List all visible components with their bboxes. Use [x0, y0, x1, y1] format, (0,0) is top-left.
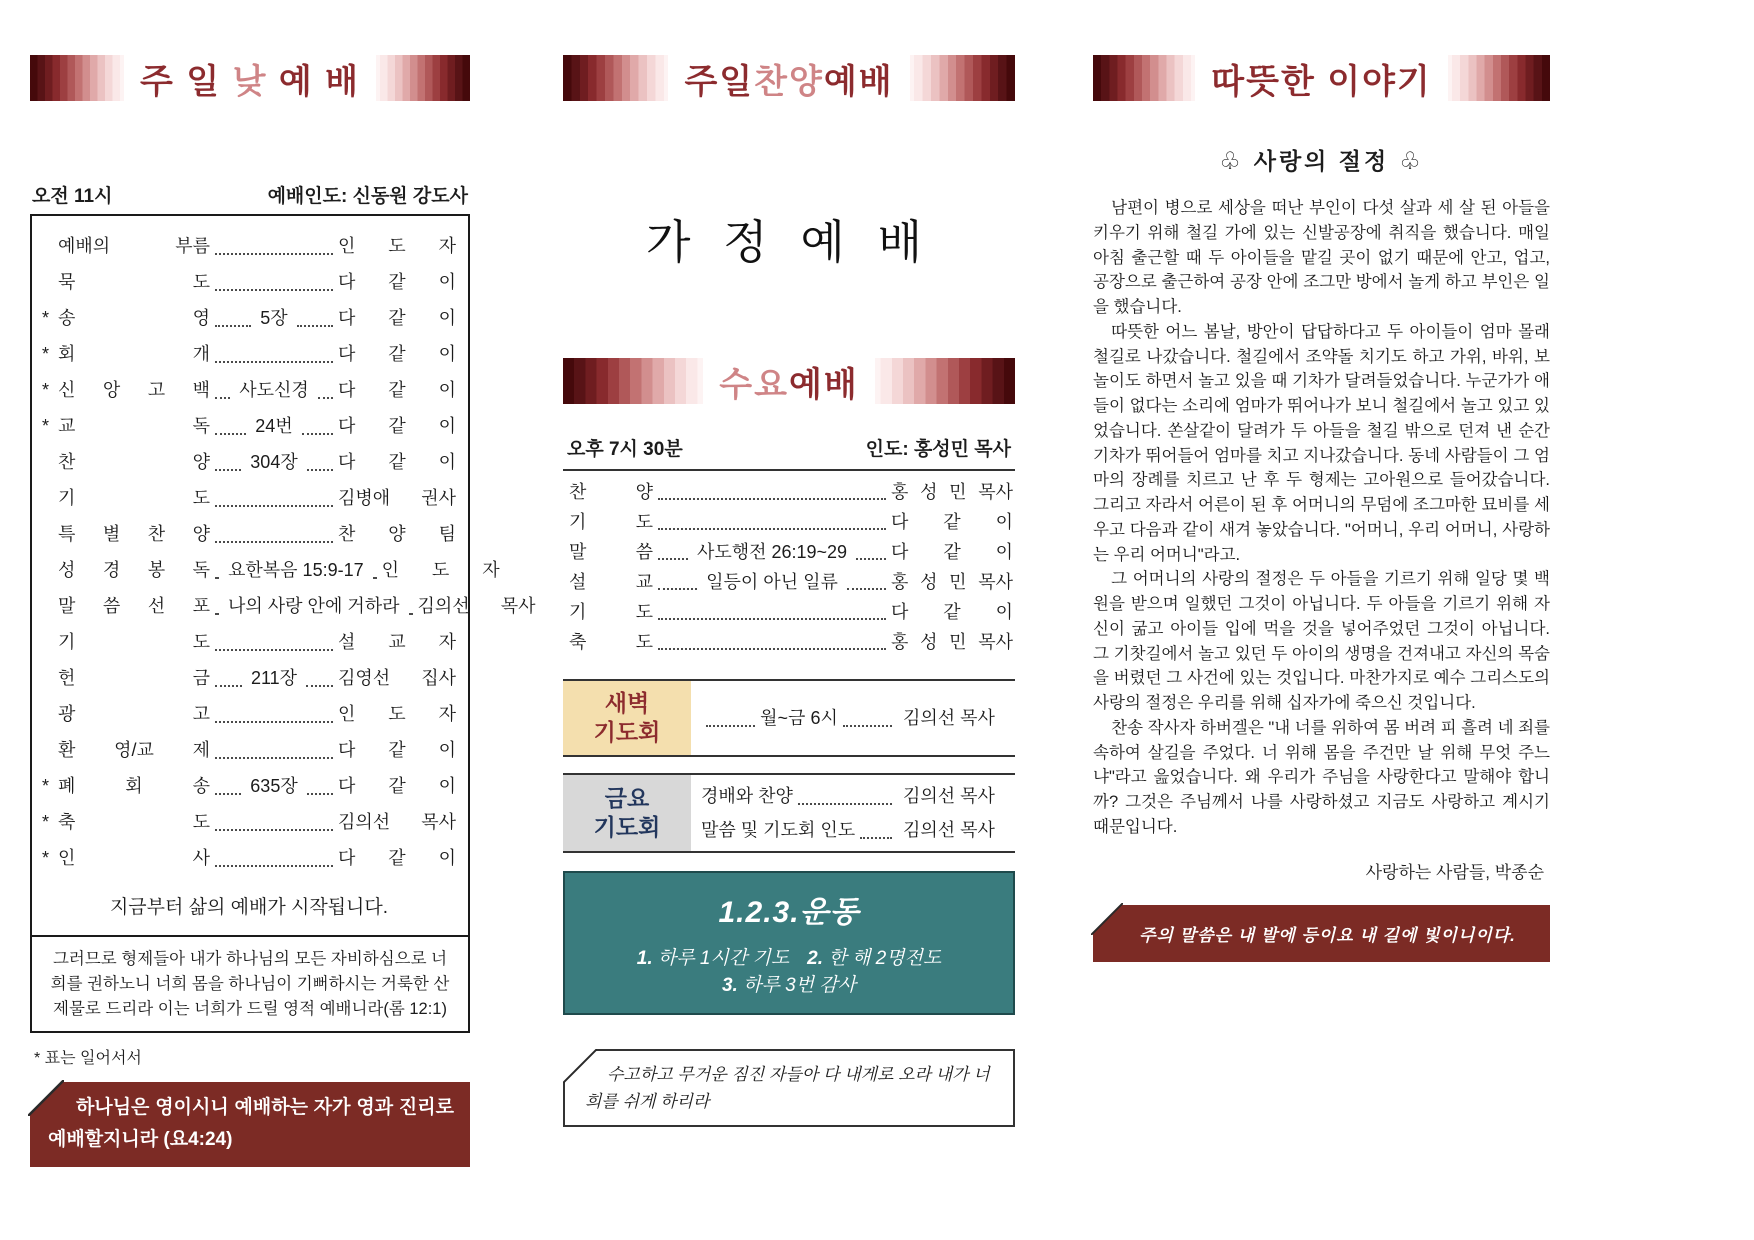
sunday-morning-title — [124, 54, 376, 103]
dotted-leader — [210, 264, 338, 300]
dotted-leader — [313, 372, 338, 408]
stand-marker: * — [42, 380, 50, 400]
stand-marker — [42, 660, 58, 696]
dotted-leader — [653, 597, 891, 627]
dotted-leader — [653, 477, 891, 507]
row-person: 인 도 자 — [381, 560, 500, 580]
row-detail: 304장 — [250, 452, 298, 472]
row-person: 다 같 이 — [338, 740, 456, 760]
row-label: 기 도 — [58, 632, 210, 652]
folded-corner-icon — [1091, 903, 1123, 935]
story-paragraph: 그 어머니의 사랑의 절정은 두 아들을 기르기 위해 일당 몇 백원을 받으며 일했던 그것이 아닙니다. 두 아들을 기르기 위해 자신이 굶고 아이들 입에 먹을 것을 넣어주었던 그것이 아닙니다. 그 기찻길에서 놀고 있던 두 아이의 생명을 건져내고 자신의 목숨을 버렸던 그 사건에 있는 것입니다. 마찬가지로 예수 그리스도의 사랑의 절정은 우리를 위해 십자가에 죽으신 것입니다. — [1093, 570, 1550, 712]
dotted-leader — [210, 804, 338, 840]
dotted-leader — [210, 228, 338, 264]
friday-prayer-row — [701, 779, 1013, 813]
row-person: 다 같 이 — [891, 542, 1014, 562]
service-leader: 예배인도: 신동원 강도사 — [267, 186, 468, 207]
right-scripture-banner — [1093, 905, 1550, 962]
label-line: 기도회 — [593, 718, 661, 745]
dotted-leader — [210, 300, 256, 336]
worship-row — [42, 372, 456, 408]
praise-service-title — [668, 54, 909, 103]
warm-story-header — [1093, 55, 1550, 101]
title-segment: 예배 — [823, 62, 894, 101]
row-label: 송 영 — [58, 308, 210, 328]
dotted-leader — [404, 588, 418, 624]
warm-story-title — [1195, 54, 1448, 103]
dotted-leader — [302, 768, 338, 804]
sunday-morning-header — [30, 55, 470, 101]
wednesday-leader: 인도: 홍성민 목사 — [865, 439, 1011, 460]
dotted-leader — [210, 768, 246, 804]
dotted-leader — [210, 516, 338, 552]
row-label: 회 개 — [58, 344, 210, 364]
worship-row — [42, 732, 456, 768]
dotted-leader — [653, 537, 693, 567]
movement-item — [807, 948, 941, 969]
stand-marker: * — [42, 416, 50, 436]
dotted-leader — [855, 813, 897, 847]
dotted-leader — [368, 552, 382, 588]
dotted-leader — [292, 300, 338, 336]
worship-row — [569, 537, 1013, 567]
row-label: 묵 도 — [58, 272, 210, 292]
gradient-bar-right — [1448, 55, 1550, 101]
row-label: 폐 회 송 — [58, 776, 210, 796]
dotted-leader — [653, 507, 891, 537]
row-label: 말씀 및 기도회 인도 — [701, 819, 856, 840]
row-label: 찬 양 — [569, 482, 653, 502]
dotted-leader — [210, 552, 224, 588]
worship-row — [42, 408, 456, 444]
row-detail: 일등이 아닌 일류 — [706, 572, 838, 592]
title-segment: 예 배 — [267, 62, 361, 101]
row-label: 특 별 찬 양 — [58, 524, 210, 544]
dotted-leader — [210, 732, 338, 768]
dotted-leader — [210, 372, 235, 408]
row-label: 축 도 — [58, 812, 210, 832]
row-label: 기 도 — [569, 602, 653, 622]
matthew-note-box — [563, 1049, 1015, 1127]
worship-row — [569, 477, 1013, 507]
row-label: 인 사 — [58, 848, 210, 868]
row-label: 신 앙 고 백 — [58, 380, 210, 400]
row-person: 김의선 목사 — [903, 819, 995, 840]
gradient-bar-right — [910, 55, 1015, 101]
story-body — [1093, 196, 1550, 840]
dotted-leader — [302, 444, 338, 480]
title-segment: 예배 — [789, 365, 859, 404]
story-heading — [1093, 143, 1550, 176]
praise-service-column — [563, 0, 1015, 1127]
row-person: 김의선 목사 — [338, 812, 456, 832]
label-line: 새벽 — [604, 690, 650, 716]
dawn-prayer-section — [563, 679, 1015, 757]
row-detail: 5장 — [260, 308, 288, 328]
worship-row — [42, 480, 456, 516]
dotted-leader — [297, 408, 338, 444]
row-label: 축 도 — [569, 632, 653, 652]
row-person: 홍 성 민 목사 — [891, 632, 1013, 652]
row-label: 찬 양 — [58, 452, 210, 472]
label-line: 기도회 — [593, 813, 661, 840]
row-person: 다 같 이 — [338, 416, 457, 436]
row-detail: 요한복음 15:9-17 — [228, 560, 364, 580]
gradient-bar-right — [875, 358, 1015, 404]
romans-verse-box: 그러므로 형제들아 내가 하나님의 모든 자비하심으로 너희를 권하노니 너희 몸을 하나님이 기뻐하시는 거룩한 산 제물로 드리라 이는 너희가 드릴 영적 예배니라(롬 12:1) — [30, 937, 470, 1033]
worship-row — [42, 336, 456, 372]
row-person: 김의선 목사 — [903, 707, 995, 728]
gradient-bar-right — [376, 55, 470, 101]
label-line: 금요 — [604, 784, 650, 811]
row-detail: 24번 — [255, 416, 293, 436]
title-segment: 주 일 — [139, 62, 233, 101]
row-label: 말 씀 — [569, 542, 653, 562]
row-label: 성 경 봉 독 — [58, 560, 210, 580]
note-text: 수고하고 무거운 짐진 자들아 다 내게로 오라 내가 너희를 쉬게 하리라 — [585, 1064, 990, 1111]
row-person: 다 같 이 — [891, 602, 1013, 622]
row-label: 기 도 — [569, 512, 653, 532]
dotted-leader — [701, 701, 760, 735]
dotted-leader — [210, 408, 251, 444]
club-suit-icon: ♧ — [1399, 148, 1424, 175]
row-person: 다 같 이 — [338, 308, 456, 328]
row-person: 다 같 이 — [338, 848, 456, 868]
story-signature: 사랑하는 사람들, 박종순 — [1365, 862, 1544, 882]
movement-item — [637, 948, 789, 969]
row-person: 다 같 이 — [338, 776, 457, 796]
stand-marker — [42, 588, 58, 624]
worship-row — [42, 588, 536, 624]
dawn-time: 월~금 6시 — [760, 707, 838, 728]
dotted-leader — [210, 624, 338, 660]
dotted-leader — [210, 840, 338, 876]
service-time: 오전 11시 — [32, 186, 113, 207]
movement-items — [575, 943, 1003, 997]
stand-marker: * — [42, 344, 50, 364]
dawn-prayer-row — [701, 701, 1013, 735]
wednesday-time: 오후 7시 30분 — [567, 439, 683, 460]
wednesday-service-title — [703, 357, 874, 406]
stand-marker: * — [42, 308, 50, 328]
row-label: 기 도 — [58, 488, 210, 508]
dotted-leader — [210, 336, 338, 372]
row-person: 김영선 집사 — [338, 668, 456, 688]
worship-row — [42, 840, 456, 876]
row-person: 다 같 이 — [338, 452, 457, 472]
row-person: 인 도 자 — [338, 704, 456, 724]
friday-prayer-row — [701, 813, 1013, 847]
stand-marker — [42, 228, 58, 264]
item-text: 하루 1시간 기도 — [657, 947, 790, 969]
worship-row — [569, 597, 1013, 627]
gradient-bar-left — [563, 358, 703, 404]
row-label: 환 영/교 제 — [58, 740, 210, 760]
club-suit-icon: ♧ — [1219, 148, 1244, 175]
movement-item — [722, 975, 856, 996]
friday-prayer-section — [563, 773, 1015, 853]
row-label: 교 독 — [58, 416, 210, 436]
row-detail: 사도신경 — [239, 380, 309, 400]
wednesday-order-list — [563, 471, 1015, 661]
row-person: 김의선 목사 — [903, 785, 995, 806]
stand-marker — [42, 444, 58, 480]
stand-footnote: * 표는 일어서서 — [34, 1050, 142, 1068]
friday-prayer-content — [691, 775, 1015, 851]
item-text: 하루 3번 감사 — [743, 974, 857, 996]
worship-row — [42, 228, 456, 264]
row-label: 광 고 — [58, 704, 210, 724]
dotted-leader — [210, 696, 338, 732]
dotted-leader — [210, 588, 224, 624]
title-segment: 낮 — [232, 62, 268, 101]
row-detail: 211장 — [250, 668, 298, 688]
story-paragraph: 따뜻한 어느 봄날, 방안이 답답하다고 두 아이들이 엄마 몰래 철길로 나갔습니다. 철길에서 조약돌 치기도 하고 가위, 바위, 보 놀이도 하면서 놀고 있을 때 기차가 달려들었습니다. 누군가가 애들이 없다는 소리에 엄마가 뛰어나가 보니 철길에서 놀고 있고 있었습니다. 쏜살같이 달려가 두 아들을 철길 밖으로 던져 낸 순간 기차가 뛰어들어 엄마를 치고 지나갔습니다. 동네 사람들이 그 엄마의 장례를 치르고 난 후 두 형제는 고아원으로 들어갔습니다. 그리고 자라서 어른이 된 후 어머니의 무덤에 조그마한 묘비를 세우고 다음과 같이 새겨 놓았습니다. "어머니, 우리 어머니, 사랑하는 우리 어머니"라고. — [1093, 322, 1550, 564]
stand-marker — [42, 264, 58, 300]
stand-marker: * — [42, 776, 50, 796]
folded-corner-icon — [563, 1049, 597, 1083]
dotted-leader — [210, 444, 246, 480]
row-person: 홍 성 민 목사 — [891, 572, 1013, 592]
row-label: 헌 금 — [58, 668, 210, 688]
stand-marker — [42, 696, 58, 732]
item-number: 3. — [721, 974, 738, 996]
sunday-morning-column — [30, 0, 536, 1167]
row-person: 홍 성 민 목사 — [891, 482, 1013, 502]
story-paragraph: 찬송 작사자 하버겔은 "내 너를 위하여 몸 버려 피 흘려 네 죄를 속하여 살길을 주었다. 너 위해 몸을 주건만 날 위해 무엇 주느냐"라고 읊었습니다. 왜 우리가 주님을 사랑한다고 말해야 합니까? 그것은 주님께서 나를 사랑하셨고 지금도 사랑하고 계시기 때문입니다. — [1093, 718, 1550, 836]
row-person: 김병애 권사 — [338, 488, 456, 508]
gradient-bar-left — [1093, 55, 1195, 101]
dotted-leader — [838, 701, 897, 735]
worship-row — [42, 660, 456, 696]
stand-marker — [42, 552, 58, 588]
left-scripture-banner — [30, 1082, 470, 1167]
friday-prayer-label — [563, 775, 691, 851]
worship-row — [569, 627, 1013, 657]
title-segment: 따뜻한 이야기 — [1211, 62, 1432, 101]
worship-row — [42, 696, 456, 732]
dawn-prayer-content — [691, 681, 1015, 755]
row-person: 다 같 이 — [338, 380, 456, 400]
stand-marker: * — [42, 848, 50, 868]
dotted-leader — [210, 480, 338, 516]
worship-row — [42, 516, 456, 552]
dotted-leader — [210, 660, 247, 696]
dotted-leader — [842, 567, 891, 597]
gradient-bar-left — [563, 55, 668, 101]
item-number: 2. — [807, 947, 824, 969]
home-worship-title: 가 정 예 배 — [645, 216, 933, 268]
wednesday-service-header — [563, 358, 1015, 404]
worship-row — [42, 624, 456, 660]
row-person: 찬 양 팀 — [338, 524, 456, 544]
movement-title: 1.2.3.운동 — [718, 895, 860, 929]
closing-line: 지금부터 삶의 예배가 시작됩니다. — [109, 897, 389, 918]
item-text: 한 해 2명전도 — [828, 947, 942, 969]
dotted-leader — [653, 627, 891, 657]
dawn-prayer-label — [563, 681, 691, 755]
worship-row — [42, 804, 456, 840]
worship-row — [42, 768, 456, 804]
row-detail: 사도행전 26:19~29 — [696, 542, 848, 562]
worship-row — [42, 444, 456, 480]
stand-marker — [42, 732, 58, 768]
item-number: 1. — [636, 947, 653, 969]
row-detail: 나의 사랑 안에 거하라 — [228, 596, 400, 616]
worship-row — [569, 567, 1013, 597]
row-detail: 635장 — [250, 776, 298, 796]
row-person: 인 도 자 — [338, 236, 456, 256]
dotted-leader — [851, 537, 891, 567]
row-label: 예배의 부름 — [58, 236, 210, 256]
row-person: 다 같 이 — [338, 344, 456, 364]
worship-row — [42, 552, 500, 588]
dotted-leader — [301, 660, 338, 696]
banner-text: 주의 말씀은 내 발에 등이요 내 길에 빛이니이다. — [1139, 925, 1516, 945]
worship-row — [569, 507, 1013, 537]
row-label: 설 교 — [569, 572, 653, 592]
row-person: 다 같 이 — [891, 512, 1013, 532]
123-movement-box — [563, 871, 1015, 1015]
title-segment: 찬양 — [754, 62, 824, 101]
row-person: 김의선 목사 — [417, 596, 536, 616]
row-label: 경배와 찬양 — [701, 785, 793, 806]
dotted-leader — [793, 779, 897, 813]
service-meta — [30, 181, 470, 208]
folded-corner-icon — [28, 1080, 64, 1116]
row-person: 다 같 이 — [338, 272, 456, 292]
title-segment: 주일 — [684, 62, 755, 101]
stand-marker — [42, 480, 58, 516]
title-segment: 수요 — [719, 365, 789, 404]
banner-text: 하나님은 영이시니 예배하는 자가 영과 진리로 예배할지니라 (요4:24) — [48, 1097, 454, 1150]
stand-marker — [42, 516, 58, 552]
stand-marker — [42, 624, 58, 660]
story-paragraph: 남편이 병으로 세상을 떠난 부인이 다섯 살과 세 살 된 아들을 키우기 위해 철길 가에 있는 신발공장에 취직을 했습니다. 매일 아침 출근할 때 두 아이들을 맡길 곳이 없기 때문에 안고, 업고, 공장으로 출근하여 공장 안에 조그만 방에서 놀게 하고 부인은 일을 했습니다. — [1093, 199, 1550, 316]
worship-row — [42, 300, 456, 336]
order-of-worship-box — [30, 214, 536, 937]
gradient-bar-left — [30, 55, 124, 101]
dotted-leader — [653, 567, 702, 597]
row-person: 설 교 자 — [338, 632, 456, 652]
warm-story-column — [1093, 0, 1550, 962]
wednesday-meta — [563, 434, 1015, 471]
worship-row — [42, 264, 456, 300]
story-heading-text: 사랑의 절정 — [1253, 148, 1390, 174]
row-label: 말 씀 선 포 — [58, 596, 210, 616]
praise-service-header — [563, 55, 1015, 101]
stand-marker: * — [42, 812, 50, 832]
